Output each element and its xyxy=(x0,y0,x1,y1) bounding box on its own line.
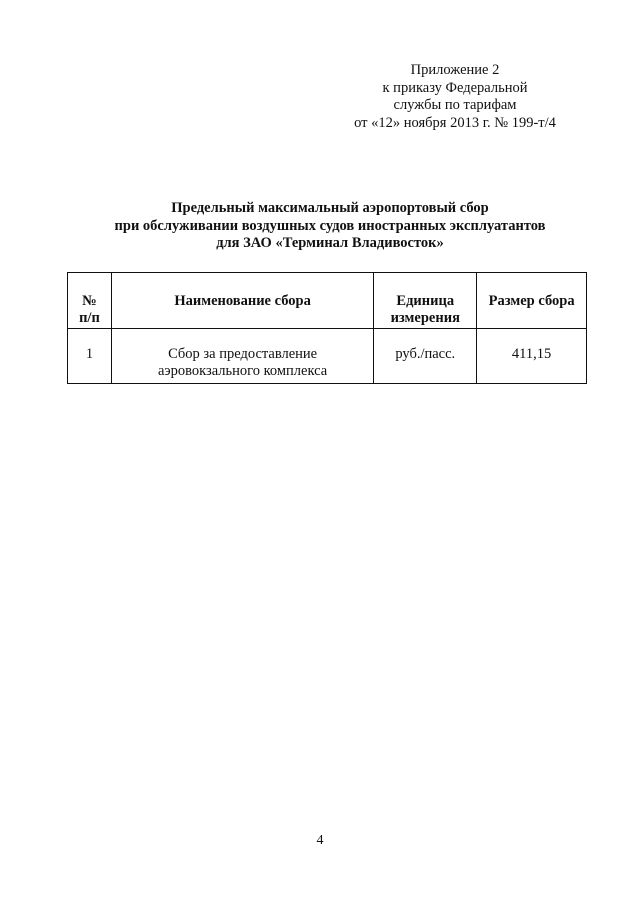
cell-number: 1 xyxy=(68,329,112,384)
cell-size: 411,15 xyxy=(477,329,587,384)
header-number xyxy=(68,273,112,329)
appendix-line: к приказу Федеральной xyxy=(382,79,528,96)
appendix-header xyxy=(340,62,570,132)
fee-table xyxy=(67,272,587,384)
table-row xyxy=(68,329,587,384)
appendix-line: Приложение 2 xyxy=(410,62,500,78)
title-line: Предельный максимальный аэропортовый сбор xyxy=(171,200,489,216)
header-unit-line: измерения xyxy=(390,310,460,326)
title-line: для ЗАО «Терминал Владивосток» xyxy=(216,235,444,251)
document-title xyxy=(60,200,600,253)
cell-unit: руб./пасс. xyxy=(374,329,477,384)
header-unit xyxy=(374,273,477,329)
table-header-row xyxy=(68,273,587,329)
appendix-line: службы по тарифам xyxy=(393,97,517,113)
page-number: 4 xyxy=(316,833,324,848)
title-line: при обслуживании воздушных судов иностранных эксплуатантов xyxy=(114,217,546,234)
header-size: Размер сбора xyxy=(477,273,587,329)
header-number-line: № xyxy=(82,293,97,309)
cell-name xyxy=(111,329,373,384)
cell-name-line: аэровокзального комплекса xyxy=(157,363,328,379)
cell-name-line: Сбор за предоставление xyxy=(168,346,318,362)
header-number-line: п/п xyxy=(79,310,100,326)
appendix-line: от «12» ноября 2013 г. № 199-т/4 xyxy=(354,114,556,131)
header-unit-line: Единица xyxy=(396,293,455,309)
header-name: Наименование сбора xyxy=(111,273,373,329)
